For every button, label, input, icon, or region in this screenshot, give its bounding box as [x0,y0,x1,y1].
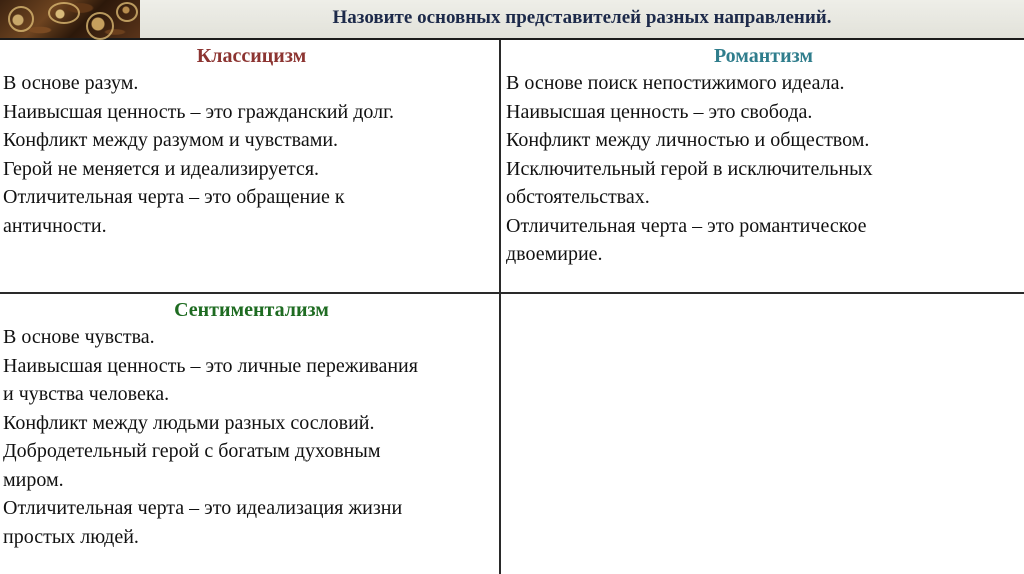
header-bar [0,0,1024,40]
cell-title-sentimentalizm: Сентиментализм [174,299,329,321]
text-line: Конфликт между людьми разных сословий. [3,411,375,434]
text-line: В основе поиск непостижимого идеала. [506,72,845,94]
cell-empty [500,294,1024,574]
table-divider-horizontal [0,292,1024,294]
text-line: Исключительный герой в исключительных [506,157,873,180]
text-line: Отличительная черта – это романтическое [506,214,867,237]
cell-klassicizm [0,40,500,294]
text-line: античности. [3,214,107,237]
text-line: Отличительная черта – это обращение к [3,186,345,208]
text-line: В основе чувства. [3,326,155,348]
text-line: Герой не меняется и идеализируется. [3,157,320,180]
text-line: Добродетельный герой с богатым духовным [3,440,381,462]
cell-body-romantizm [503,69,1024,269]
cell-body-klassicizm [3,69,500,240]
cell-title-romantizm: Романтизм [713,45,814,67]
cell-romantizm [500,40,1024,294]
text-line: миром. [3,468,64,491]
table-divider-vertical [499,40,501,574]
cell-sentimentalizm [0,294,500,574]
text-line: Отличительная черта – это идеализация жизни [3,497,403,519]
text-line: Наивысшая ценность – это свобода. [506,100,813,123]
text-line: В основе разум. [3,72,139,94]
ornament-image [0,0,140,38]
text-line: обстоятельствах. [506,186,650,208]
text-line: Конфликт между личностью и обществом. [506,129,870,151]
text-line: и чувства человека. [3,383,170,405]
cell-title-klassicizm: Классицизм [196,45,307,67]
text-line: Конфликт между разумом и чувствами. [3,129,339,151]
text-line: двоемирие. [506,243,603,265]
text-line: Наивысшая ценность – это гражданский долг. [3,100,395,123]
text-line: Наивысшая ценность – это личные переживания [3,354,418,377]
page-title: Назовите основных представителей разных направлений. [332,7,832,28]
cell-body-sentimentalizm [3,323,500,551]
text-line: простых людей. [3,525,139,548]
